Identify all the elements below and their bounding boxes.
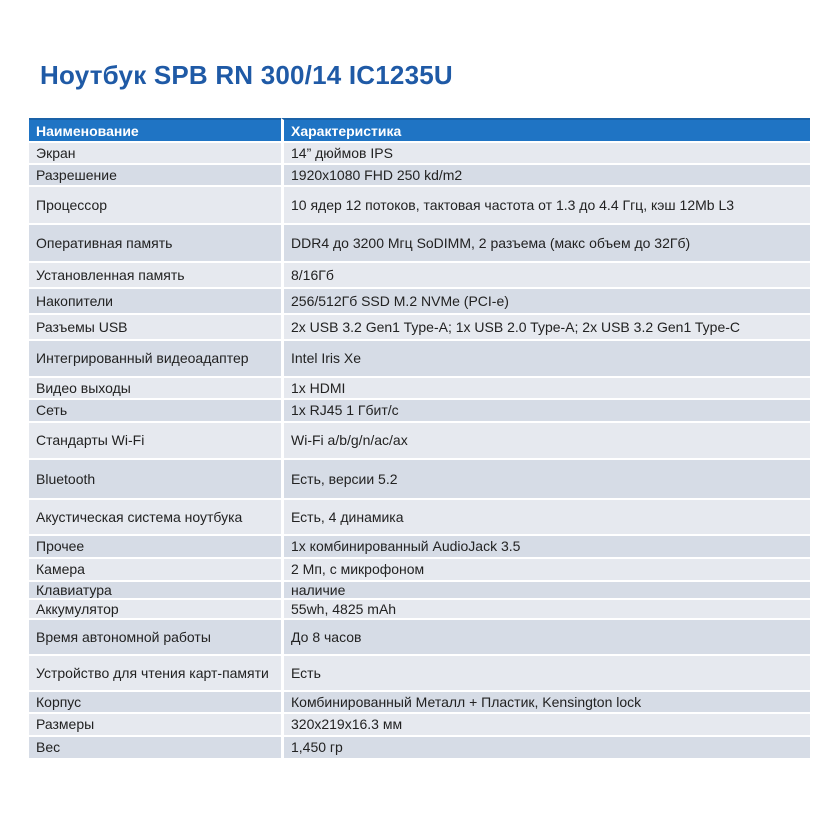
spec-name: Процессор (29, 187, 281, 223)
table-row (29, 600, 810, 618)
spec-name: Размеры (29, 714, 281, 735)
table-row (29, 559, 810, 580)
spec-name: Сеть (29, 400, 281, 421)
spec-value: 320x219x16.3 мм (281, 714, 810, 735)
spec-name: Время автономной работы (29, 620, 281, 654)
spec-name: Прочее (29, 536, 281, 557)
page-title: Ноутбук SPB RN 300/14 IC1235U (40, 60, 453, 90)
spec-value: Есть, версии 5.2 (281, 460, 810, 498)
spec-name: Стандарты Wi-Fi (29, 423, 281, 458)
spec-name: Вес (29, 737, 281, 758)
spec-name: Камера (29, 559, 281, 580)
spec-table (29, 116, 810, 760)
spec-value: 10 ядер 12 потоков, тактовая частота от 1.3 до 4.4 Ггц, кэш 12Mb L3 (281, 187, 810, 223)
spec-value: 14” дюймов IPS (281, 143, 810, 163)
spec-value: Есть (281, 656, 810, 690)
spec-value: 8/16Гб (281, 263, 810, 287)
spec-name: Клавиатура (29, 582, 281, 598)
table-row (29, 263, 810, 287)
table-row (29, 315, 810, 339)
spec-value: DDR4 до 3200 Мгц SoDIMM, 2 разъема (макс объем до 32Гб) (281, 225, 810, 261)
spec-value: Wi-Fi a/b/g/n/ac/ax (281, 423, 810, 458)
spec-value: 2x USB 3.2 Gen1 Type-A; 1x USB 2.0 Type-A; 2x USB 3.2 Gen1 Type-C (281, 315, 810, 339)
table-row (29, 620, 810, 654)
spec-value: 1x комбинированный AudioJack 3.5 (281, 536, 810, 557)
column-header-name: Наименование (29, 118, 281, 141)
column-header-value: Характеристика (281, 118, 810, 141)
table-row (29, 737, 810, 758)
spec-value: Есть, 4 динамика (281, 500, 810, 534)
spec-value: 1x RJ45 1 Гбит/с (281, 400, 810, 421)
spec-name: Экран (29, 143, 281, 163)
table-row (29, 187, 810, 223)
table-row (29, 341, 810, 376)
spec-value: 2 Мп, с микрофоном (281, 559, 810, 580)
table-row (29, 656, 810, 690)
spec-name: Корпус (29, 692, 281, 712)
table-row (29, 692, 810, 712)
spec-name: Разъемы USB (29, 315, 281, 339)
table-row (29, 460, 810, 498)
spec-value: 1,450 гр (281, 737, 810, 758)
table-row (29, 143, 810, 163)
table-row (29, 423, 810, 458)
table-row (29, 165, 810, 185)
spec-name: Накопители (29, 289, 281, 313)
spec-name: Видео выходы (29, 378, 281, 398)
spec-value: До 8 часов (281, 620, 810, 654)
table-row (29, 500, 810, 534)
table-row (29, 225, 810, 261)
table-header-row (29, 118, 810, 141)
spec-value: наличие (281, 582, 810, 598)
spec-name: Акустическая система ноутбука (29, 500, 281, 534)
spec-name: Разрешение (29, 165, 281, 185)
table-row (29, 289, 810, 313)
spec-name: Установленная память (29, 263, 281, 287)
spec-value: 256/512Гб SSD M.2 NVMe (PCI-e) (281, 289, 810, 313)
spec-value: 1920x1080 FHD 250 kd/m2 (281, 165, 810, 185)
table-row (29, 400, 810, 421)
table-row (29, 536, 810, 557)
spec-value: 55wh, 4825 mAh (281, 600, 810, 618)
spec-name: Интегрированный видеоадаптер (29, 341, 281, 376)
spec-value: Intel Iris Xe (281, 341, 810, 376)
spec-value: 1x HDMI (281, 378, 810, 398)
table-row (29, 714, 810, 735)
spec-name: Устройство для чтения карт-памяти (29, 656, 281, 690)
table-row (29, 582, 810, 598)
spec-name: Bluetooth (29, 460, 281, 498)
spec-name: Оперативная память (29, 225, 281, 261)
spec-name: Аккумулятор (29, 600, 281, 618)
spec-value: Комбинированный Металл + Пластик, Kensington lock (281, 692, 810, 712)
table-row (29, 378, 810, 398)
